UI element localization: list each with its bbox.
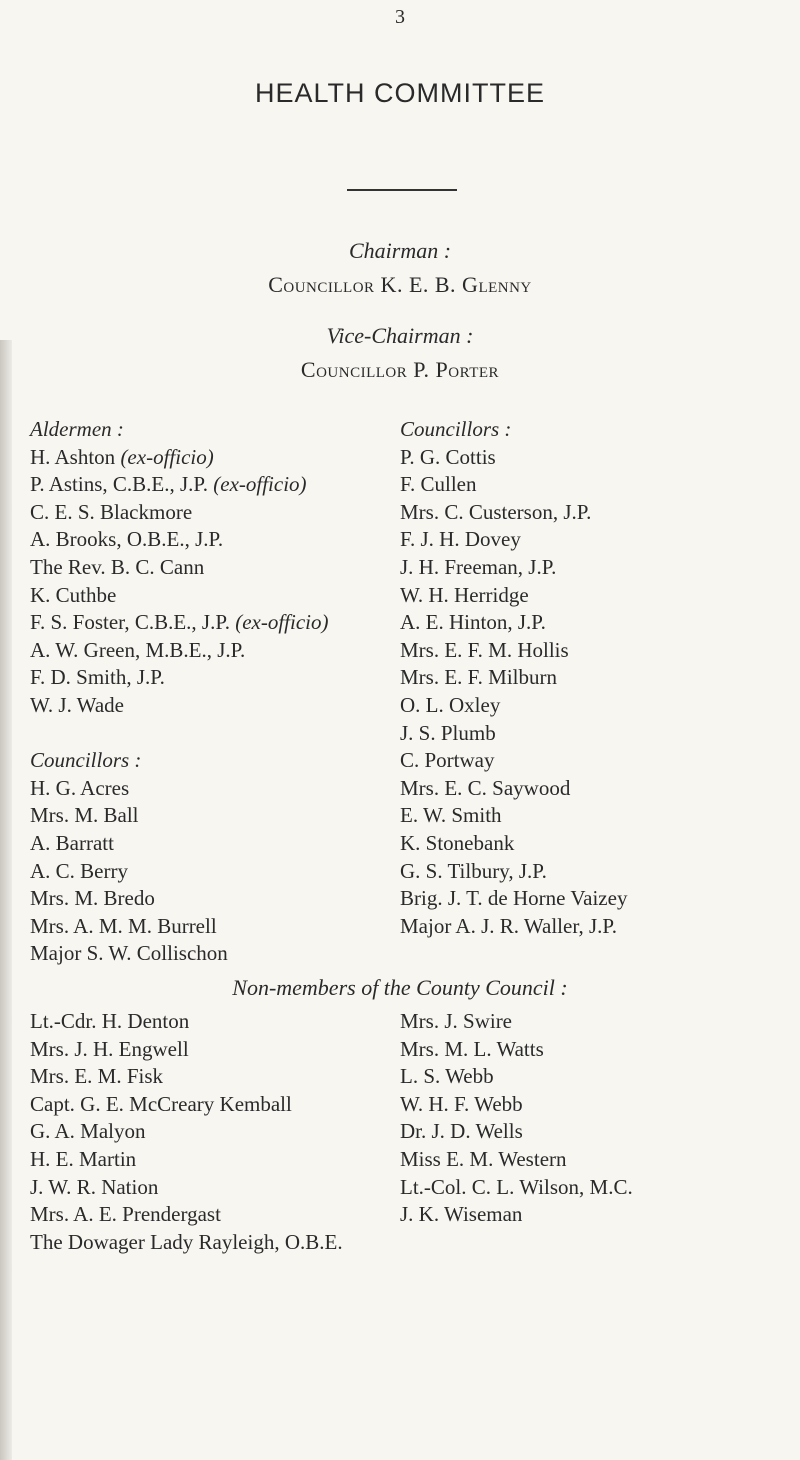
aldermen-heading: Aldermen : — [30, 417, 124, 441]
councillors-right-list — [400, 444, 627, 941]
alderman-entry-name: A. W. Green, M.B.E., J.P. — [30, 637, 246, 662]
non-member-entry: J. W. R. Nation — [30, 1174, 159, 1199]
members-right-column — [400, 416, 627, 940]
alderman-entry — [30, 554, 328, 582]
alderman-entry — [30, 526, 328, 554]
alderman-entry-name: H. Ashton — [30, 444, 121, 469]
alderman-entry-note: (ex-officio) — [235, 610, 329, 635]
councillor-entry: O. L. Oxley — [400, 692, 501, 717]
non-member-entry: Mrs. E. M. Fisk — [30, 1064, 164, 1089]
councillor-entry: A. C. Berry — [30, 858, 128, 883]
page-title: HEALTH COMMITTEE — [254, 78, 545, 108]
alderman-entry — [30, 471, 328, 499]
alderman-entry — [30, 499, 328, 527]
non-member-entry: W. H. F. Webb — [400, 1091, 523, 1116]
alderman-entry — [30, 664, 328, 692]
councillor-entry: C. Portway — [400, 748, 495, 773]
councillors-left-list — [30, 775, 328, 968]
non-member-entry: Lt.-Col. C. L. Wilson, M.C. — [400, 1174, 633, 1199]
councillor-entry: Mrs. M. Bredo — [30, 886, 155, 911]
chairman-role: Chairman : — [348, 238, 452, 263]
non-members-heading: Non-members of the County Council : — [232, 975, 568, 1000]
alderman-entry-note: (ex-officio) — [213, 472, 307, 497]
councillors-right-heading: Councillors : — [400, 417, 512, 441]
councillor-entry: F. Cullen — [400, 472, 477, 497]
page-binding-shadow — [0, 340, 12, 1460]
councillor-entry: K. Stonebank — [400, 830, 515, 855]
aldermen-list — [30, 444, 328, 720]
councillor-entry: Mrs. E. F. Milburn — [400, 665, 557, 690]
councillor-entry: G. S. Tilbury, J.P. — [400, 858, 547, 883]
alderman-entry-name: A. Brooks, O.B.E., J.P. — [30, 527, 224, 552]
councillor-entry: Major S. W. Collischon — [30, 941, 228, 966]
alderman-entry-name: F. S. Foster, C.B.E., J.P. — [30, 610, 236, 635]
non-member-entry: Mrs. M. L. Watts — [400, 1036, 544, 1061]
vice-chairman-name: Councillor P. Porter — [300, 357, 500, 382]
councillor-entry: P. G. Cottis — [400, 444, 496, 469]
councillor-entry: Mrs. C. Custerson, J.P. — [400, 499, 592, 524]
councillor-entry: J. H. Freeman, J.P. — [400, 554, 557, 579]
councillor-entry: F. J. H. Dovey — [400, 527, 521, 552]
alderman-entry — [30, 692, 328, 720]
members-left-column — [30, 416, 328, 968]
non-member-entry: Dr. J. D. Wells — [400, 1119, 523, 1144]
alderman-entry — [30, 444, 328, 472]
non-member-entry: L. S. Webb — [400, 1064, 494, 1089]
alderman-entry-name: The Rev. B. C. Cann — [30, 554, 205, 579]
councillors-left-heading: Councillors : — [30, 748, 142, 773]
councillor-entry: A. Barratt — [30, 830, 114, 855]
non-member-entry: Mrs. J. Swire — [400, 1009, 513, 1033]
alderman-entry-note: (ex-officio) — [120, 444, 214, 469]
alderman-entry-name: F. D. Smith, J.P. — [30, 665, 165, 690]
councillor-entry: W. H. Herridge — [400, 582, 529, 607]
alderman-entry-name: K. Cuthbe — [30, 582, 117, 607]
non-members-right-column — [400, 1008, 633, 1229]
chairman-name: Councillor K. E. B. Glenny — [268, 272, 532, 297]
alderman-entry-name: W. J. Wade — [30, 692, 124, 717]
non-member-entry: Capt. G. E. McCreary Kemball — [30, 1091, 292, 1116]
alderman-entry-name: P. Astins, C.B.E., J.P. — [30, 472, 214, 497]
councillor-entry: Mrs. M. Ball — [30, 803, 139, 828]
page-number: 3 — [395, 6, 405, 28]
councillor-entry: E. W. Smith — [400, 803, 502, 828]
councillor-entry: Major A. J. R. Waller, J.P. — [400, 913, 618, 938]
alderman-entry — [30, 609, 328, 637]
non-member-entry: Mrs. A. E. Prendergast — [30, 1202, 221, 1227]
vice-chairman-role: Vice-Chairman : — [326, 323, 474, 348]
title-divider — [347, 189, 457, 191]
non-member-entry: Mrs. J. H. Engwell — [30, 1036, 189, 1061]
non-member-entry: Miss E. M. Western — [400, 1146, 567, 1171]
non-member-entry: J. K. Wiseman — [400, 1202, 523, 1227]
alderman-entry — [30, 637, 328, 665]
non-members-right-list — [400, 1008, 633, 1229]
non-member-entry: The Dowager Lady Rayleigh, O.B.E. — [30, 1229, 343, 1254]
non-members-left-list — [30, 1008, 343, 1256]
councillor-entry: Mrs. E. C. Saywood — [400, 775, 571, 800]
alderman-entry-name: C. E. S. Blackmore — [30, 499, 193, 524]
non-member-entry: G. A. Malyon — [30, 1119, 146, 1144]
non-member-entry: H. E. Martin — [30, 1146, 137, 1171]
non-member-entry: Lt.-Cdr. H. Denton — [30, 1009, 190, 1033]
alderman-entry — [30, 582, 328, 610]
councillor-entry: J. S. Plumb — [400, 720, 496, 745]
councillor-entry: H. G. Acres — [30, 775, 130, 800]
non-members-left-column — [30, 1008, 343, 1256]
councillor-entry: Mrs. A. M. M. Burrell — [30, 913, 217, 938]
councillor-entry: A. E. Hinton, J.P. — [400, 610, 546, 635]
councillor-entry: Brig. J. T. de Horne Vaizey — [400, 886, 628, 911]
councillor-entry: Mrs. E. F. M. Hollis — [400, 637, 569, 662]
